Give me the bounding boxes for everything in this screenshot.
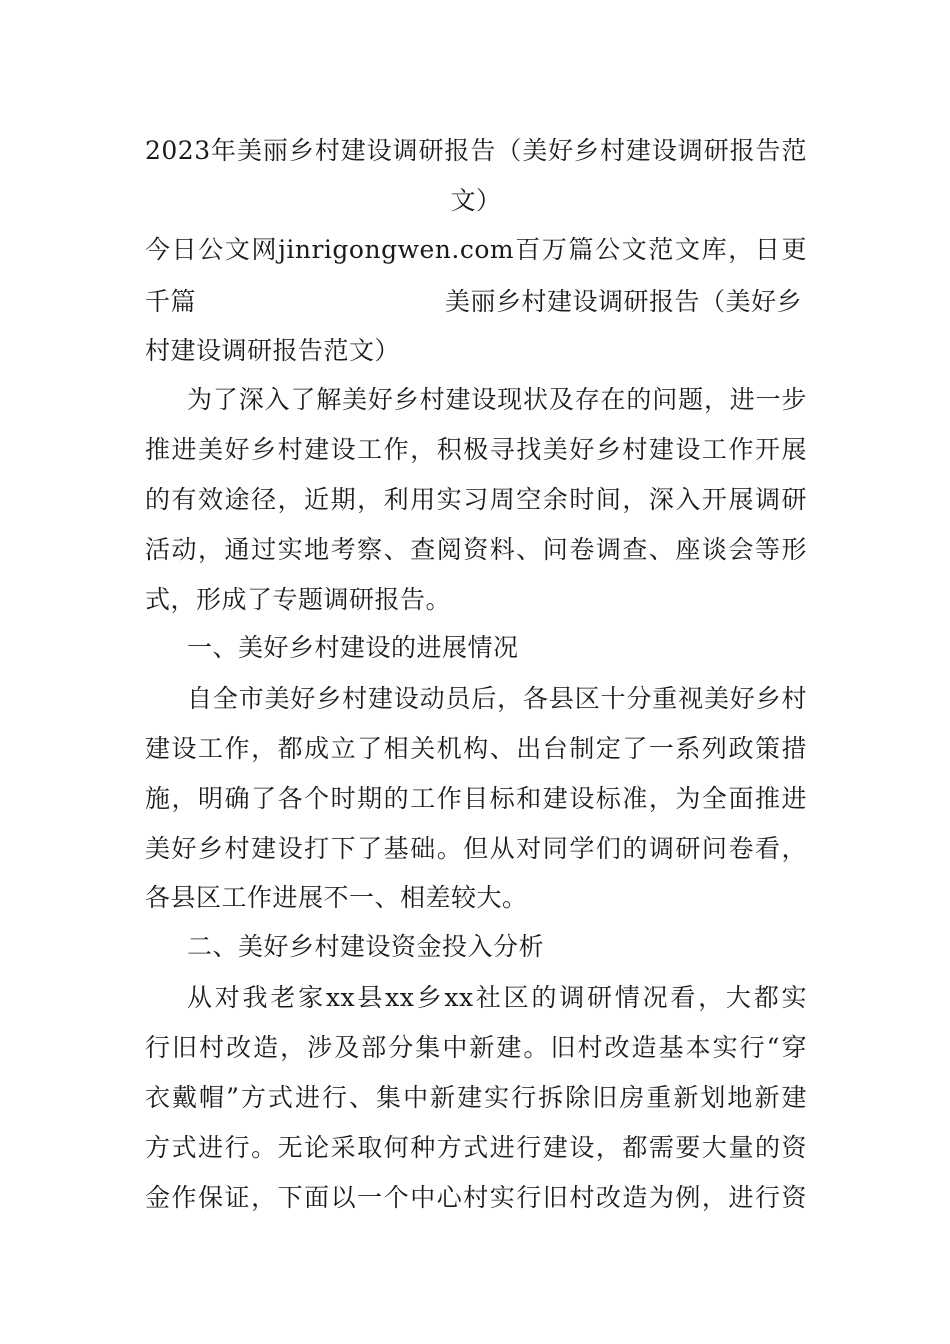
para2-line-2: 建设工作，都成立了相关机构、出台制定了一系列政策措 [145, 734, 807, 763]
para2-line-3: 施，明确了各个时期的工作目标和建设标准，为全面推进 [145, 784, 807, 813]
title-line-1: 2023年美丽乡村建设调研报告（美好乡村建设调研报告范 [145, 136, 807, 165]
para3-line-3: 衣戴帽”方式进行、集中新建实行拆除旧房重新划地新建 [145, 1083, 807, 1112]
section-heading-2: 二、美好乡村建设资金投入分析 [187, 932, 545, 961]
para2-line-5: 各县区工作进展不一、相差较大。 [145, 883, 528, 912]
para3-line-2: 行旧村改造，涉及部分集中新建。旧村改造基本实行“穿 [145, 1033, 807, 1062]
header-line-2-left: 千篇 [145, 287, 197, 316]
para2-line-1: 自全市美好乡村建设动员后，各县区十分重视美好乡村 [187, 684, 807, 713]
para3-line-4: 方式进行。无论采取何种方式进行建设，都需要大量的资 [145, 1133, 807, 1162]
header-line-1: 今日公文网jinrigongwen.com百万篇公文范文库，日更 [145, 235, 807, 264]
para1-line-1: 为了深入了解美好乡村建设现状及存在的问题，进一步 [187, 385, 807, 414]
para1-line-3: 的有效途径，近期，利用实习周空余时间，深入开展调研 [145, 485, 807, 514]
para2-line-4: 美好乡村建设打下了基础。但从对同学们的调研问卷看， [145, 834, 807, 863]
header-line-2-right: 美丽乡村建设调研报告（美好乡 [445, 287, 803, 316]
title-line-2: 文） [450, 186, 502, 215]
header-line-3: 村建设调研报告范文） [145, 336, 401, 365]
section-heading-1: 一、美好乡村建设的进展情况 [187, 633, 519, 662]
para1-line-4: 活动，通过实地考察、查阅资料、问卷调查、座谈会等形 [145, 535, 807, 564]
para1-line-5: 式，形成了专题调研报告。 [145, 585, 452, 614]
para3-line-5: 金作保证，下面以一个中心村实行旧村改造为例，进行资 [145, 1183, 807, 1212]
para1-line-2: 推进美好乡村建设工作，积极寻找美好乡村建设工作开展 [145, 435, 807, 464]
para3-line-1: 从对我老家xx县xx乡xx社区的调研情况看，大都实 [187, 983, 807, 1012]
